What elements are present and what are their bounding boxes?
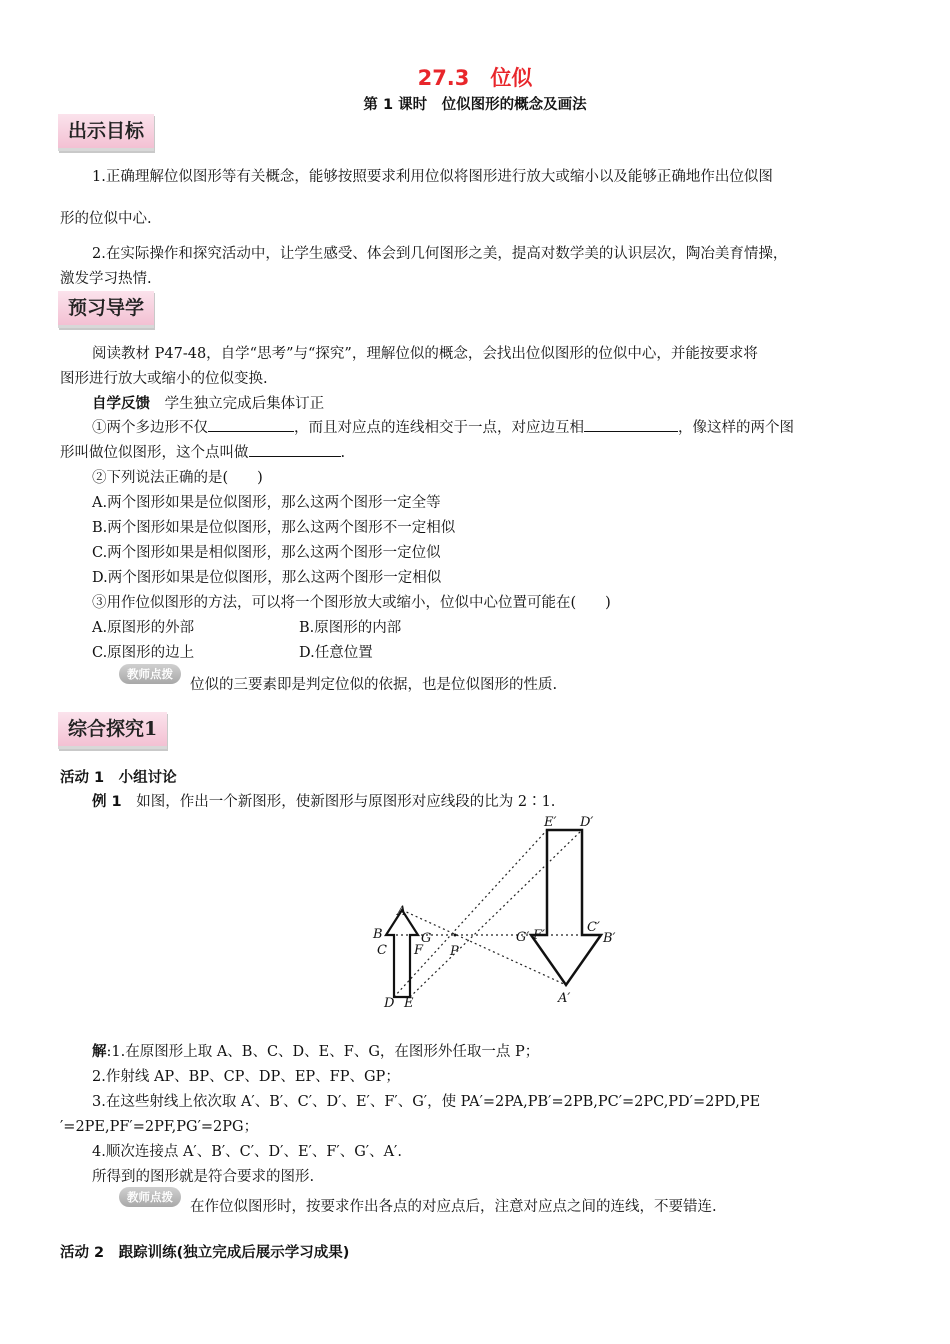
activity-2-heading: 活动 2 跟踪训练(独立完成后展示学习成果): [60, 1245, 350, 1261]
preview-intro-line-1: 阅读教材 P47-48，自学“思考”与“探究”，理解位似的概念，会找出位似图形的位似中心，并能按要求将: [92, 346, 758, 362]
label-E: E: [404, 996, 414, 1011]
solution-step-4: 4.顺次连接点 A′、B′、C′、D′、E′、F′、G′、A′.: [92, 1144, 402, 1160]
solution-step-1: [92, 1040, 539, 1061]
q2-option-c: C.两个图形如果是相似图形，那么这两个图形一定位似: [92, 545, 441, 561]
q1-text-a: ①两个多边形不仅: [92, 420, 208, 436]
solution-step-1-text: :1.在原图形上取 A、B、C、D、E、F、G，在图形外任取一点 P；: [106, 1044, 540, 1060]
q2-option-d: D.两个图形如果是位似图形，那么这两个图形一定相似: [92, 570, 442, 586]
feedback-text: 学生独立完成后集体订正: [164, 396, 325, 412]
preview-intro-line-2: 图形进行放大或缩小的位似变换.: [60, 371, 268, 387]
explore-badge: 综合探究1: [58, 712, 167, 749]
q1-text-e: .: [340, 445, 346, 461]
label-A-prime: A′: [558, 991, 571, 1006]
preview-badge: 预习导学: [58, 291, 154, 328]
page-title: 27.3 位似: [417, 66, 533, 90]
question-2: ②下列说法正确的是( ): [92, 470, 263, 486]
question-1-line-1: [92, 416, 794, 437]
teacher-tip-text-1: 位似的三要素即是判定位似的依据，也是位似图形的性质.: [190, 677, 558, 693]
q3-option-d: D.任意位置: [299, 645, 373, 661]
homothety-figure: [360, 805, 640, 1020]
goals-badge: 出示目标: [58, 114, 154, 151]
feedback-row: [92, 392, 324, 413]
goal-2-line-2: 激发学习热情.: [60, 271, 152, 287]
question-1-line-2: [60, 441, 345, 462]
label-E-prime: E′: [544, 815, 557, 830]
label-B-prime: B′: [603, 931, 616, 946]
label-C: C: [377, 943, 387, 958]
q1-blank-2[interactable]: [584, 417, 678, 432]
label-D: D: [384, 996, 395, 1011]
label-P: P: [450, 944, 459, 959]
q1-text-b: ，而且对应点的连线相交于一点，对应边互相: [294, 420, 584, 436]
teacher-tip-badge-1: 教师点拨: [119, 664, 181, 684]
q3-option-b: B.原图形的内部: [299, 620, 402, 636]
label-B: B: [373, 927, 383, 942]
q3-option-c: C.原图形的边上: [92, 645, 195, 661]
q1-text-d: 形叫做位似图形，这个点叫做: [60, 445, 249, 461]
example-text: 如图，作出一个新图形，使新图形与原图形对应线段的比为 2∶1.: [136, 794, 556, 810]
label-G: G: [421, 931, 432, 946]
goal-2-line-1: 2.在实际操作和探究活动中，让学生感受、体会到几何图形之美，提高对数学美的认识层次，陶冶美育情操，: [92, 246, 788, 262]
feedback-label: 自学反馈: [92, 396, 150, 412]
lesson-subtitle: 第 1 课时 位似图形的概念及画法: [363, 97, 587, 113]
solution-conclusion: 所得到的图形就是符合要求的图形.: [92, 1169, 315, 1185]
label-A: A: [397, 904, 407, 919]
label-D-prime: D′: [580, 815, 594, 830]
goal-1-line-1: 1.正确理解位似图形等有关概念，能够按照要求利用位似将图形进行放大或缩小以及能够正确地作出位似图: [92, 169, 773, 185]
goal-1-line-2: 形的位似中心.: [60, 211, 152, 227]
q2-option-b: B.两个图形如果是位似图形，那么这两个图形不一定相似: [92, 520, 456, 536]
solution-step-2: 2.作射线 AP、BP、CP、DP、EP、FP、GP；: [92, 1069, 400, 1085]
label-F-prime: F′: [533, 928, 545, 943]
solution-step-3-line-1: 3.在这些射线上依次取 A′、B′、C′、D′、E′、F′、G′，使 PA′=2PA,PB′=2PB,PC′=2PC,PD′=2PD,PE: [92, 1094, 761, 1110]
solution-step-3-line-2: ′=2PE,PF′=2PF,PG′=2PG；: [60, 1119, 259, 1135]
label-C-prime: C′: [587, 920, 600, 935]
teacher-tip-badge-2: 教师点拨: [119, 1187, 181, 1207]
q3-option-a: A.原图形的外部: [92, 620, 195, 636]
q1-blank-1[interactable]: [208, 417, 294, 432]
q1-text-c: ，像这样的两个图: [678, 420, 794, 436]
label-G-prime: G′: [516, 930, 530, 945]
solution-label: 解: [92, 1044, 107, 1060]
q1-blank-3[interactable]: [249, 442, 341, 457]
question-3: ③用作位似图形的方法，可以将一个图形放大或缩小，位似中心位置可能在( ): [92, 595, 611, 611]
activity-1-heading: 活动 1 小组讨论: [60, 770, 177, 786]
label-F: F: [414, 943, 424, 958]
q2-option-a: A.两个图形如果是位似图形，那么这两个图形一定全等: [92, 495, 441, 511]
example-label: 例 1: [92, 794, 122, 810]
teacher-tip-text-2: 在作位似图形时，按要求作出各点的对应点后，注意对应点之间的连线，不要错连.: [190, 1199, 717, 1215]
